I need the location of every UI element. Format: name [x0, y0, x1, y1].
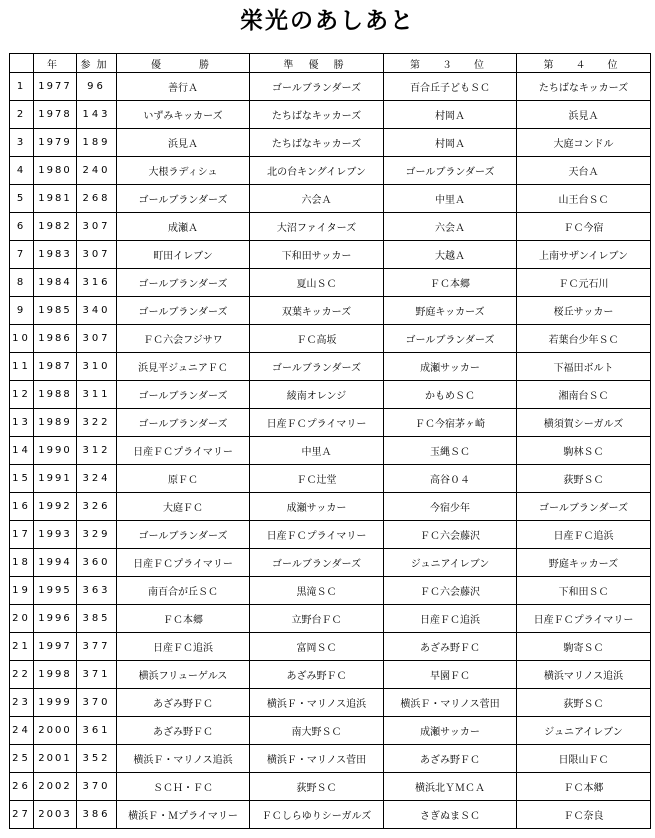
runner-up-cell: 六会Ａ: [250, 185, 384, 213]
year-cell: 2001: [34, 745, 77, 773]
year-cell: 1982: [34, 213, 77, 241]
runner-up-cell: ＦＣ辻堂: [250, 465, 384, 493]
runner-up-cell: 成瀬サッカー: [250, 493, 384, 521]
runner-up-cell: たちばなキッカーズ: [250, 129, 384, 157]
third-place-cell: 中里Ａ: [384, 185, 517, 213]
fourth-place-cell: 浜見Ａ: [517, 101, 651, 129]
fourth-place-cell: ＦＣ元石川: [517, 269, 651, 297]
table-row: [10, 605, 651, 633]
winner-cell: 日産ＦＣプライマリー: [117, 549, 250, 577]
row-number: 5: [10, 185, 34, 213]
row-number: 14: [10, 437, 34, 465]
row-number: 22: [10, 661, 34, 689]
table-row: [10, 185, 651, 213]
third-place-cell: 大越Ａ: [384, 241, 517, 269]
row-number: 9: [10, 297, 34, 325]
row-number: 1: [10, 73, 34, 101]
table-row: [10, 73, 651, 101]
fourth-place-cell: 駒林ＳＣ: [517, 437, 651, 465]
participants-cell: 324: [77, 465, 117, 493]
table-row: [10, 101, 651, 129]
row-number: 15: [10, 465, 34, 493]
winner-cell: 大庭ＦＣ: [117, 493, 250, 521]
fourth-place-cell: 日産ＦＣプライマリー: [517, 605, 651, 633]
fourth-place-cell: 日限山ＦＣ: [517, 745, 651, 773]
winner-cell: あざみ野ＦＣ: [117, 717, 250, 745]
row-number: 4: [10, 157, 34, 185]
table-row: [10, 353, 651, 381]
runner-up-cell: 綾南オレンジ: [250, 381, 384, 409]
winner-cell: ＳＣＨ・ＦＣ: [117, 773, 250, 801]
row-number: 25: [10, 745, 34, 773]
page-title: 栄光のあしあと: [240, 8, 415, 34]
year-cell: 1985: [34, 297, 77, 325]
third-place-cell: 六会Ａ: [384, 213, 517, 241]
year-cell: 1980: [34, 157, 77, 185]
row-number: 19: [10, 577, 34, 605]
year-cell: 1977: [34, 73, 77, 101]
row-number: 18: [10, 549, 34, 577]
winner-cell: 日産ＦＣプライマリー: [117, 437, 250, 465]
header-row: [10, 54, 651, 73]
fourth-place-cell: 日産ＦＣ追浜: [517, 521, 651, 549]
third-place-cell: 横浜北ＹＭＣＡ: [384, 773, 517, 801]
runner-up-cell: 横浜Ｆ・マリノス追浜: [250, 689, 384, 717]
table-row: [10, 773, 651, 801]
runner-up-cell: 大沼ファイターズ: [250, 213, 384, 241]
winner-cell: あざみ野ＦＣ: [117, 689, 250, 717]
year-cell: 1983: [34, 241, 77, 269]
year-cell: 1986: [34, 325, 77, 353]
third-place-cell: 村岡Ａ: [384, 129, 517, 157]
third-place-cell: ＦＣ今宿茅ヶ崎: [384, 409, 517, 437]
third-place-cell: ゴールブランダーズ: [384, 325, 517, 353]
year-cell: 1994: [34, 549, 77, 577]
fourth-place-cell: 上南サザンイレブン: [517, 241, 651, 269]
runner-up-cell: 黒滝ＳＣ: [250, 577, 384, 605]
fourth-place-cell: ＦＣ今宿: [517, 213, 651, 241]
header-year: 年: [34, 54, 77, 73]
winner-cell: 横浜Ｆ・Ｍプライマリー: [117, 801, 250, 829]
winner-cell: 横浜Ｆ・マリノス追浜: [117, 745, 250, 773]
winner-cell: ＦＣ六会フジサワ: [117, 325, 250, 353]
row-number: 27: [10, 801, 34, 829]
header-third-place: 第 ３ 位: [384, 54, 517, 73]
row-number: 11: [10, 353, 34, 381]
runner-up-cell: ＦＣしらゆりシーガルズ: [250, 801, 384, 829]
winner-cell: 大根ラディシュ: [117, 157, 250, 185]
participants-cell: 361: [77, 717, 117, 745]
results-table-body: [10, 73, 651, 829]
winner-cell: ゴールブランダーズ: [117, 297, 250, 325]
winner-cell: ゴールブランダーズ: [117, 381, 250, 409]
fourth-place-cell: ＦＣ本郷: [517, 773, 651, 801]
table-row: [10, 129, 651, 157]
year-cell: 1995: [34, 577, 77, 605]
participants-cell: 312: [77, 437, 117, 465]
runner-up-cell: 日産ＦＣプライマリー: [250, 409, 384, 437]
row-number: 3: [10, 129, 34, 157]
third-place-cell: ＦＣ六会藤沢: [384, 521, 517, 549]
participants-cell: 340: [77, 297, 117, 325]
third-place-cell: 成瀬サッカー: [384, 717, 517, 745]
table-row: [10, 745, 651, 773]
participants-cell: 307: [77, 325, 117, 353]
table-row: [10, 325, 651, 353]
runner-up-cell: ゴールブランダーズ: [250, 549, 384, 577]
participants-cell: 310: [77, 353, 117, 381]
participants-cell: 352: [77, 745, 117, 773]
fourth-place-cell: 横浜マリノス追浜: [517, 661, 651, 689]
winner-cell: 横浜フリューゲルス: [117, 661, 250, 689]
third-place-cell: ゴールブランダーズ: [384, 157, 517, 185]
participants-cell: 240: [77, 157, 117, 185]
fourth-place-cell: 若葉台少年ＳＣ: [517, 325, 651, 353]
results-table: [9, 53, 651, 829]
table-row: [10, 437, 651, 465]
year-cell: 1992: [34, 493, 77, 521]
header-fourth-place: 第 ４ 位: [517, 54, 651, 73]
year-cell: 1979: [34, 129, 77, 157]
third-place-cell: 玉縄ＳＣ: [384, 437, 517, 465]
third-place-cell: かもめＳＣ: [384, 381, 517, 409]
row-number: 7: [10, 241, 34, 269]
winner-cell: いずみキッカーズ: [117, 101, 250, 129]
year-cell: 2003: [34, 801, 77, 829]
winner-cell: 原ＦＣ: [117, 465, 250, 493]
fourth-place-cell: 天台Ａ: [517, 157, 651, 185]
table-row: [10, 241, 651, 269]
year-cell: 1989: [34, 409, 77, 437]
participants-cell: 385: [77, 605, 117, 633]
row-number: 12: [10, 381, 34, 409]
third-place-cell: ＦＣ本郷: [384, 269, 517, 297]
runner-up-cell: 南大野ＳＣ: [250, 717, 384, 745]
fourth-place-cell: 横須賀シーガルズ: [517, 409, 651, 437]
year-cell: 1996: [34, 605, 77, 633]
row-number: 16: [10, 493, 34, 521]
runner-up-cell: 中里Ａ: [250, 437, 384, 465]
table-row: [10, 689, 651, 717]
participants-cell: 322: [77, 409, 117, 437]
fourth-place-cell: 荻野ＳＣ: [517, 689, 651, 717]
winner-cell: ゴールブランダーズ: [117, 269, 250, 297]
table-row: [10, 157, 651, 185]
header-no: [10, 54, 34, 73]
winner-cell: ゴールブランダーズ: [117, 185, 250, 213]
row-number: 8: [10, 269, 34, 297]
table-row: [10, 717, 651, 745]
participants-cell: 143: [77, 101, 117, 129]
year-cell: 1981: [34, 185, 77, 213]
third-place-cell: 今宿少年: [384, 493, 517, 521]
fourth-place-cell: ジュニアイレブン: [517, 717, 651, 745]
fourth-place-cell: 湘南台ＳＣ: [517, 381, 651, 409]
runner-up-cell: 立野台ＦＣ: [250, 605, 384, 633]
runner-up-cell: 下和田サッカー: [250, 241, 384, 269]
year-cell: 1998: [34, 661, 77, 689]
fourth-place-cell: 荻野ＳＣ: [517, 465, 651, 493]
runner-up-cell: 夏山ＳＣ: [250, 269, 384, 297]
row-number: 10: [10, 325, 34, 353]
table-row: [10, 381, 651, 409]
third-place-cell: 百合丘子どもＳＣ: [384, 73, 517, 101]
table-row: [10, 297, 651, 325]
runner-up-cell: 北の台キングイレブン: [250, 157, 384, 185]
table-row: [10, 409, 651, 437]
row-number: 24: [10, 717, 34, 745]
participants-cell: 371: [77, 661, 117, 689]
header-winner: 優 勝: [117, 54, 250, 73]
participants-cell: 311: [77, 381, 117, 409]
runner-up-cell: ＦＣ高坂: [250, 325, 384, 353]
row-number: 21: [10, 633, 34, 661]
participants-cell: 268: [77, 185, 117, 213]
winner-cell: 南百合が丘ＳＣ: [117, 577, 250, 605]
table-row: [10, 633, 651, 661]
participants-cell: 316: [77, 269, 117, 297]
participants-cell: 370: [77, 689, 117, 717]
year-cell: 1997: [34, 633, 77, 661]
row-number: 20: [10, 605, 34, 633]
third-place-cell: さぎぬまＳＣ: [384, 801, 517, 829]
winner-cell: 日産ＦＣ追浜: [117, 633, 250, 661]
table-row: [10, 465, 651, 493]
third-place-cell: 横浜Ｆ・マリノス菅田: [384, 689, 517, 717]
runner-up-cell: 双葉キッカーズ: [250, 297, 384, 325]
table-row: [10, 269, 651, 297]
third-place-cell: ジュニアイレブン: [384, 549, 517, 577]
row-number: 13: [10, 409, 34, 437]
table-row: [10, 493, 651, 521]
table-row: [10, 577, 651, 605]
participants-cell: 370: [77, 773, 117, 801]
winner-cell: ゴールブランダーズ: [117, 521, 250, 549]
winner-cell: 成瀬Ａ: [117, 213, 250, 241]
row-number: 17: [10, 521, 34, 549]
fourth-place-cell: たちばなキッカーズ: [517, 73, 651, 101]
fourth-place-cell: 山王台ＳＣ: [517, 185, 651, 213]
participants-cell: 360: [77, 549, 117, 577]
winner-cell: 善行Ａ: [117, 73, 250, 101]
third-place-cell: 日産ＦＣ追浜: [384, 605, 517, 633]
fourth-place-cell: 桜丘サッカー: [517, 297, 651, 325]
participants-cell: 307: [77, 241, 117, 269]
row-number: 23: [10, 689, 34, 717]
runner-up-cell: 荻野ＳＣ: [250, 773, 384, 801]
winner-cell: 浜見Ａ: [117, 129, 250, 157]
fourth-place-cell: 野庭キッカーズ: [517, 549, 651, 577]
third-place-cell: 野庭キッカーズ: [384, 297, 517, 325]
year-cell: 1991: [34, 465, 77, 493]
table-row: [10, 521, 651, 549]
third-place-cell: あざみ野ＦＣ: [384, 745, 517, 773]
table-row: [10, 801, 651, 829]
year-cell: 1990: [34, 437, 77, 465]
third-place-cell: 村岡Ａ: [384, 101, 517, 129]
year-cell: 1999: [34, 689, 77, 717]
winner-cell: ＦＣ本郷: [117, 605, 250, 633]
third-place-cell: 成瀬サッカー: [384, 353, 517, 381]
winner-cell: ゴールブランダーズ: [117, 409, 250, 437]
third-place-cell: 早園ＦＣ: [384, 661, 517, 689]
fourth-place-cell: ゴールブランダーズ: [517, 493, 651, 521]
year-cell: 1987: [34, 353, 77, 381]
runner-up-cell: 富岡ＳＣ: [250, 633, 384, 661]
year-cell: 2002: [34, 773, 77, 801]
row-number: 2: [10, 101, 34, 129]
year-cell: 1988: [34, 381, 77, 409]
participants-cell: 329: [77, 521, 117, 549]
runner-up-cell: 日産ＦＣプライマリー: [250, 521, 384, 549]
participants-cell: 377: [77, 633, 117, 661]
year-cell: 2000: [34, 717, 77, 745]
runner-up-cell: ゴールブランダーズ: [250, 73, 384, 101]
fourth-place-cell: 大庭コンドル: [517, 129, 651, 157]
row-number: 26: [10, 773, 34, 801]
runner-up-cell: たちばなキッカーズ: [250, 101, 384, 129]
row-number: 6: [10, 213, 34, 241]
runner-up-cell: 横浜Ｆ・マリノス菅田: [250, 745, 384, 773]
third-place-cell: あざみ野ＦＣ: [384, 633, 517, 661]
year-cell: 1978: [34, 101, 77, 129]
third-place-cell: ＦＣ六会藤沢: [384, 577, 517, 605]
header-participants: 参加: [77, 54, 117, 73]
year-cell: 1993: [34, 521, 77, 549]
third-place-cell: 高谷０４: [384, 465, 517, 493]
table-row: [10, 213, 651, 241]
runner-up-cell: あざみ野ＦＣ: [250, 661, 384, 689]
table-row: [10, 549, 651, 577]
fourth-place-cell: 駒寄ＳＣ: [517, 633, 651, 661]
participants-cell: 307: [77, 213, 117, 241]
fourth-place-cell: 下和田ＳＣ: [517, 577, 651, 605]
participants-cell: 386: [77, 801, 117, 829]
runner-up-cell: ゴールブランダーズ: [250, 353, 384, 381]
winner-cell: 浜見平ジュニアＦＣ: [117, 353, 250, 381]
year-cell: 1984: [34, 269, 77, 297]
table-row: [10, 661, 651, 689]
participants-cell: 363: [77, 577, 117, 605]
header-runner-up: 準 優 勝: [250, 54, 384, 73]
participants-cell: 189: [77, 129, 117, 157]
fourth-place-cell: ＦＣ奈良: [517, 801, 651, 829]
fourth-place-cell: 下福田ボルト: [517, 353, 651, 381]
winner-cell: 町田イレブン: [117, 241, 250, 269]
participants-cell: 96: [77, 73, 117, 101]
participants-cell: 326: [77, 493, 117, 521]
